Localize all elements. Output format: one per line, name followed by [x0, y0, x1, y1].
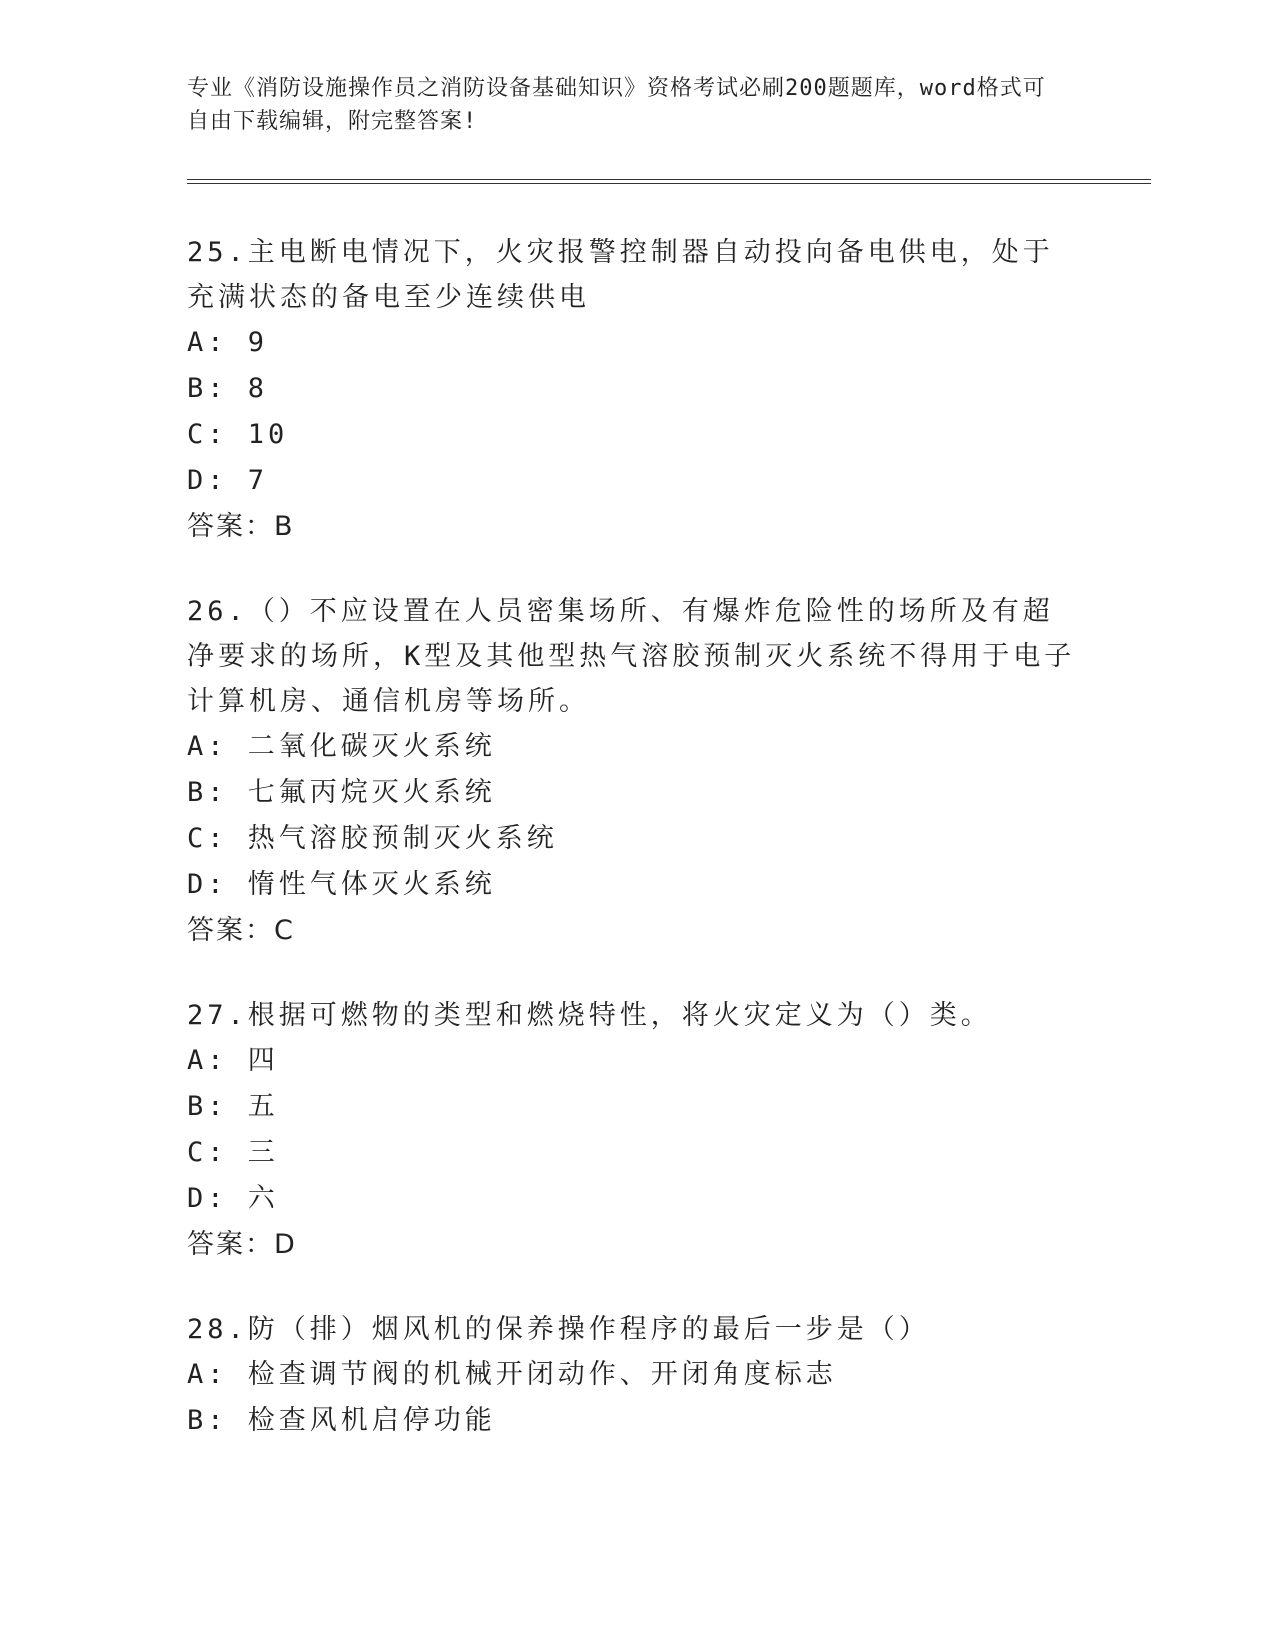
option-a: A: 检查调节阀的机械开闭动作、开闭角度标志 [187, 1359, 837, 1390]
question-28 [187, 1307, 1077, 1444]
answer: 答案：B [187, 511, 295, 542]
question-list [187, 230, 1077, 1483]
option-a: A: 四 [187, 1045, 279, 1076]
question-27 [187, 993, 1077, 1268]
option-d: D: 惰性气体灭火系统 [187, 869, 496, 900]
option-b: B: 七氟丙烷灭火系统 [187, 777, 496, 808]
question-25 [187, 230, 1077, 550]
document-intro: 专业《消防设施操作员之消防设备基础知识》资格考试必刷200题题库，word格式可自由下载编辑，附完整答案! [187, 76, 1046, 134]
answer: 答案：D [187, 1229, 297, 1260]
option-c: C: 热气溶胶预制灭火系统 [187, 823, 558, 854]
question-stem: 25.主电断电情况下，火灾报警控制器自动投向备电供电，处于充满状态的备电至少连续供电 [187, 237, 1054, 313]
option-b: B: 检查风机启停功能 [187, 1405, 496, 1436]
question-26 [187, 589, 1077, 954]
answer: 答案：C [187, 915, 295, 946]
option-a: A: 9 [187, 327, 269, 358]
option-a: A: 二氧化碳灭火系统 [187, 731, 496, 762]
question-stem: 26.（）不应设置在人员密集场所、有爆炸危险性的场所及有超净要求的场所，K型及其他型热气溶胶预制灭火系统不得用于电子计算机房、通信机房等场所。 [187, 596, 1076, 717]
option-c: C: 三 [187, 1137, 279, 1168]
option-d: D: 7 [187, 465, 269, 496]
option-b: B: 五 [187, 1091, 279, 1122]
header-divider [187, 179, 1151, 184]
option-d: D: 六 [187, 1183, 279, 1214]
option-b: B: 8 [187, 373, 269, 404]
option-c: C: 10 [187, 419, 289, 450]
question-stem: 28.防（排）烟风机的保养操作程序的最后一步是（） [187, 1314, 930, 1345]
question-stem: 27.根据可燃物的类型和燃烧特性，将火灾定义为（）类。 [187, 1000, 992, 1031]
